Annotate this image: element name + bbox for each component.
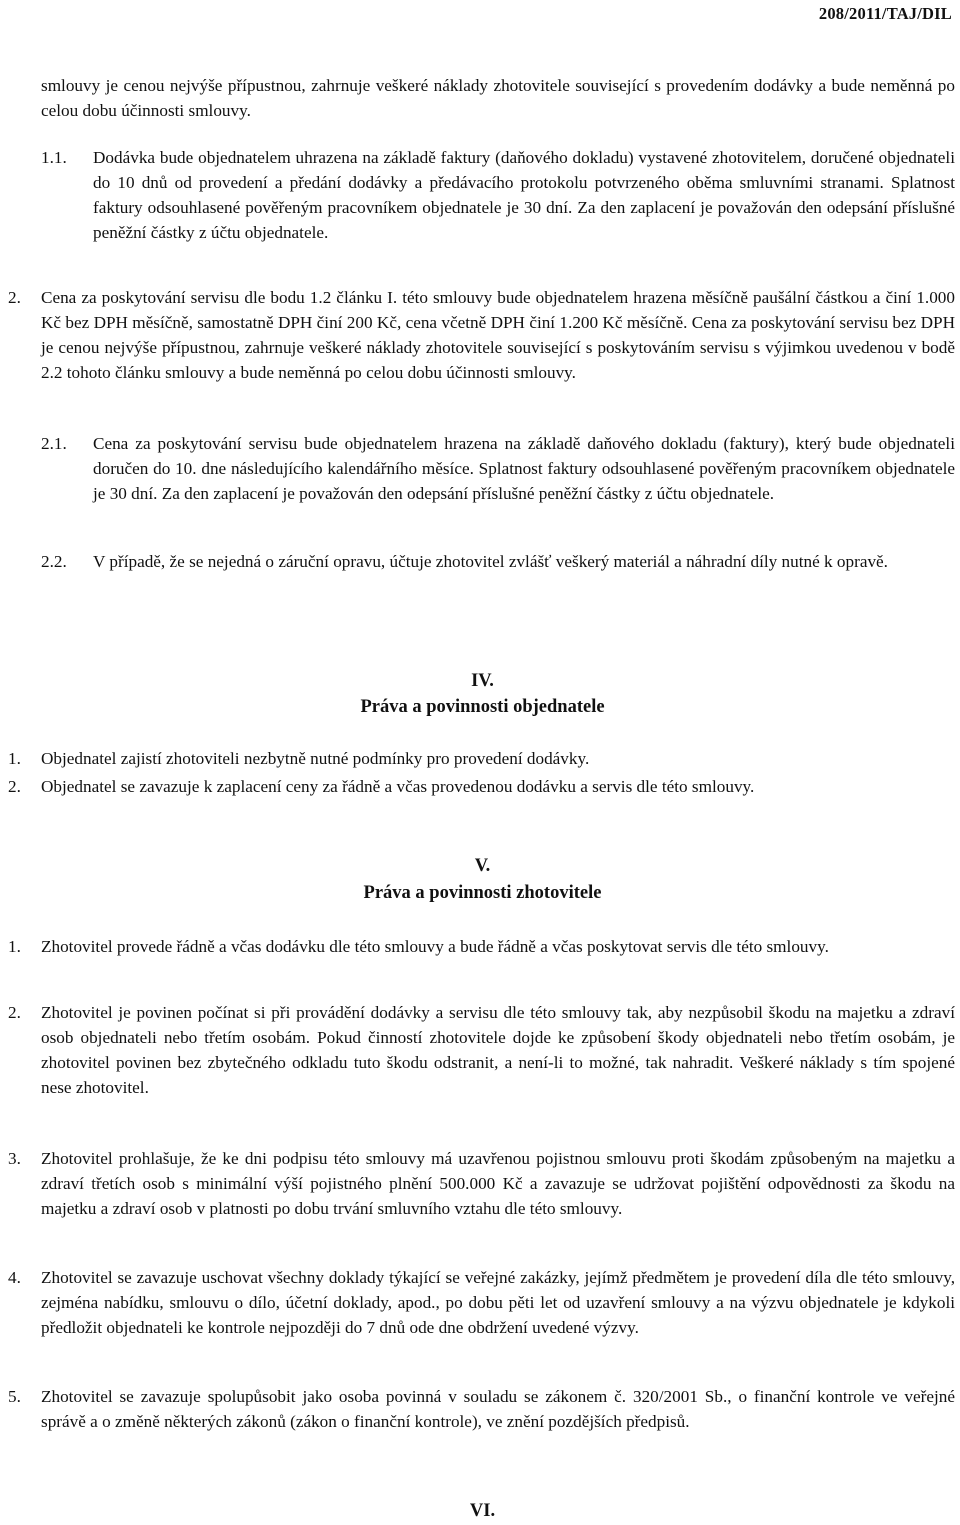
item-text: Zhotovitel je povinen počínat si při provádění dodávky a servisu dle této smlouvy tak, aby nezpůsobil škodu na majetku a zdraví osob objednateli nebo třetím osobám. Pokud činností zhotovitele dojde ke způsobení škody objednateli nebo třetím osobám, je zhotovitel povinen bez zbytečného odkladu tuto škodu odstranit, a není-li to možné, tak nahradit. Veškeré náklady s tím spojené nese zhotovitel.	[41, 1003, 955, 1097]
item-text: Zhotovitel se zavazuje uschovat všechny doklady týkající se veřejné zakázky, jejímž předmětem je provedení díla dle této smlouvy, zejména nabídku, smlouvu o dílo, účetní doklady, apod., po dobu pěti let od uzavření smlouvy a na výzvu objednatele je kdykoli předložit objednateli ke kontrole nejpozději do 7 dnů ode dne obdržení uvedené výzvy.	[41, 1268, 955, 1337]
item-number: 2.	[8, 777, 21, 796]
clause-number: 2.2.	[41, 552, 67, 571]
item-text: Zhotovitel prohlašuje, že ke dni podpisu této smlouvy má uzavřenou pojistnou smlouvu proti škodám způsobeným na majetku a zdraví třetích osob s minimální výší pojistného plnění 500.000 Kč a zavazuje se udržovat pojištění odpovědnosti za škodu na majetku a zdraví osob v platnosti po dobu trvání smluvního vztahu dle této smlouvy.	[41, 1149, 955, 1218]
clause-text: Cena za poskytování servisu bude objednatelem hrazena na základě daňového dokladu (faktury), který bude objednateli doručen do 10. dne následujícího kalendářního měsíce. Splatnost faktury odsouhlasené pověřeným pracovníkem objednatele je 30 dní. Za den zaplacení je považován den odepsání příslušné peněžní částky z účtu objednatele.	[93, 434, 955, 503]
art5-item-3	[8, 1146, 955, 1221]
item-number: 5.	[8, 1387, 21, 1406]
art4-item-1	[8, 746, 955, 771]
item-number: 1.	[8, 749, 21, 768]
item-text: Objednatel se zavazuje k zaplacení ceny za řádně a včas provedenou dodávku a servis dle této smlouvy.	[41, 777, 755, 796]
article-v-number: V.	[474, 856, 491, 876]
item-number: 3.	[8, 1149, 21, 1168]
article-vi-number: VI.	[469, 1501, 496, 1521]
art5-item-5	[8, 1384, 955, 1434]
article-iv-number: IV.	[471, 671, 494, 691]
clause-number: 2.1.	[41, 434, 67, 453]
article-v-title: Práva a povinnosti zhotovitele	[363, 883, 602, 903]
clause-text: Cena za poskytování servisu dle bodu 1.2 článku I. této smlouvy bude objednatelem hrazena měsíčně paušální částkou a činí 1.000 Kč bez DPH měsíčně, samostatně DPH činí 200 Kč, cena včetně DPH činí 1.200 Kč měsíčně. Cena za poskytování servisu bez DPH je cenou nejvýše přípustnou, zahrnuje veškeré náklady zhotovitele související s poskytováním servisu s výjimkou uvedenou v bodě 2.2 tohoto článku smlouvy a bude neměnná po celou dobu účinnosti smlouvy.	[41, 288, 955, 382]
art5-item-1	[8, 934, 955, 959]
item-number: 4.	[8, 1268, 21, 1287]
clause-2	[8, 285, 955, 385]
clause-2-1	[41, 431, 955, 506]
document-reference-number: 208/2011/TAJ/DIL	[818, 4, 952, 23]
item-number: 1.	[8, 937, 21, 956]
clause-number: 2.	[8, 288, 21, 307]
clause-text: V případě, že se nejedná o záruční opravu, účtuje zhotovitel zvlášť veškerý materiál a náhradní díly nutné k opravě.	[93, 552, 888, 571]
intro-paragraph: smlouvy je cenou nejvýše přípustnou, zahrnuje veškeré náklady zhotovitele související s provedením dodávky a bude neměnná po celou dobu účinnosti smlouvy.	[41, 76, 955, 120]
item-text: Zhotovitel provede řádně a včas dodávku dle této smlouvy a bude řádně a včas poskytovat servis dle této smlouvy.	[41, 937, 829, 956]
art5-item-4	[8, 1265, 955, 1340]
item-text: Objednatel zajistí zhotoviteli nezbytně nutné podmínky pro provedení dodávky.	[41, 749, 590, 768]
item-number: 2.	[8, 1003, 21, 1022]
article-iv-title: Práva a povinnosti objednatele	[360, 697, 605, 717]
clause-text: Dodávka bude objednatelem uhrazena na základě faktury (daňového dokladu) vystavené zhotovitelem, doručené objednateli do 10 dnů od provedení a předání dodávky a předávacího protokolu potvrzeného oběma smluvními stranami. Splatnost faktury odsouhlasené pověřeným pracovníkem objednatele je 30 dní. Za den zaplacení je považován den odepsání příslušné peněžní částky z účtu objednatele.	[93, 148, 955, 242]
art4-item-2	[8, 774, 955, 799]
clause-2-2	[41, 549, 955, 574]
item-text: Zhotovitel se zavazuje spolupůsobit jako osoba povinná v souladu se zákonem č. 320/2001 Sb., o finanční kontrole ve veřejné správě a o změně některých zákonů (zákon o finanční kontrole), ve znění pozdějších předpisů.	[41, 1387, 955, 1431]
clause-1-1	[41, 145, 955, 245]
clause-number: 1.1.	[41, 148, 67, 167]
art5-item-2	[8, 1000, 955, 1100]
